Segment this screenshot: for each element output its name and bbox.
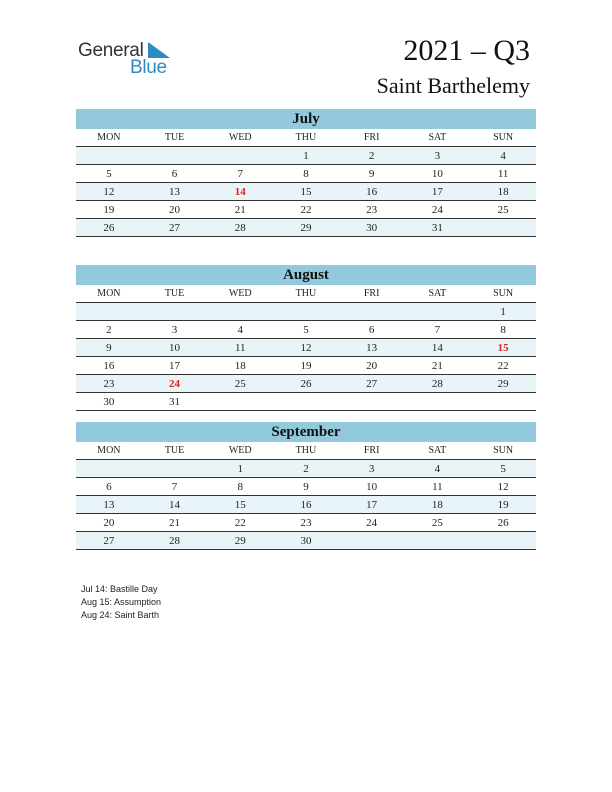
- day-cell: [207, 393, 273, 411]
- day-cell: [339, 393, 405, 411]
- day-cell: 19: [76, 201, 142, 219]
- weekday-label: SAT: [405, 442, 471, 460]
- weekday-header-row: [76, 129, 536, 147]
- day-cell: 24: [339, 514, 405, 532]
- day-cell: 12: [470, 478, 536, 496]
- weekday-header-row: [76, 442, 536, 460]
- day-cell: 14: [142, 496, 208, 514]
- day-cell: 8: [470, 321, 536, 339]
- day-cell: 12: [273, 339, 339, 357]
- holiday-note: Aug 24: Saint Barth: [81, 610, 160, 620]
- day-cell: 28: [207, 219, 273, 237]
- day-cell: 1: [273, 147, 339, 165]
- day-cell: 13: [142, 183, 208, 201]
- week-row: [76, 514, 536, 532]
- day-cell: 2: [273, 460, 339, 478]
- weekday-label: THU: [273, 129, 339, 147]
- weekday-label: FRI: [339, 129, 405, 147]
- day-cell: 18: [405, 496, 471, 514]
- day-cell: 27: [76, 532, 142, 550]
- day-cell: 13: [339, 339, 405, 357]
- day-cell: 25: [405, 514, 471, 532]
- holiday-note: Aug 15: Assumption: [81, 597, 162, 607]
- weekday-header-row: [76, 285, 536, 303]
- month-title: August: [76, 265, 536, 285]
- month-calendar-grid: [76, 129, 536, 237]
- weekday-label: WED: [207, 442, 273, 460]
- day-cell: 20: [142, 201, 208, 219]
- weekday-label: SUN: [470, 285, 536, 303]
- day-cell: 14: [405, 339, 471, 357]
- weekday-label: WED: [207, 285, 273, 303]
- day-cell: 26: [470, 514, 536, 532]
- day-cell: 9: [273, 478, 339, 496]
- week-row: [76, 393, 536, 411]
- day-cell: 24: [142, 375, 208, 393]
- day-cell: 30: [339, 219, 405, 237]
- day-cell: 5: [76, 165, 142, 183]
- weekday-label: MON: [76, 129, 142, 147]
- day-cell: 7: [142, 478, 208, 496]
- day-cell: [339, 303, 405, 321]
- day-cell: 23: [339, 201, 405, 219]
- day-cell: 20: [339, 357, 405, 375]
- weekday-label: TUE: [142, 285, 208, 303]
- month-title: September: [76, 422, 536, 442]
- day-cell: 21: [207, 201, 273, 219]
- day-cell: 22: [470, 357, 536, 375]
- day-cell: 15: [207, 496, 273, 514]
- day-cell: 25: [207, 375, 273, 393]
- holiday-note: Jul 14: Bastille Day: [81, 584, 158, 594]
- weekday-label: TUE: [142, 442, 208, 460]
- week-row: [76, 321, 536, 339]
- day-cell: 21: [405, 357, 471, 375]
- week-row: [76, 532, 536, 550]
- week-row: [76, 478, 536, 496]
- weekday-label: FRI: [339, 442, 405, 460]
- day-cell: [142, 303, 208, 321]
- day-cell: 10: [142, 339, 208, 357]
- day-cell: 3: [405, 147, 471, 165]
- month-july: [76, 109, 536, 237]
- day-cell: 4: [207, 321, 273, 339]
- day-cell: 29: [470, 375, 536, 393]
- day-cell: [273, 303, 339, 321]
- day-cell: 15: [273, 183, 339, 201]
- day-cell: [470, 532, 536, 550]
- week-row: [76, 460, 536, 478]
- day-cell: 17: [405, 183, 471, 201]
- day-cell: 28: [142, 532, 208, 550]
- day-cell: 2: [76, 321, 142, 339]
- weekday-label: WED: [207, 129, 273, 147]
- week-row: [76, 165, 536, 183]
- day-cell: 31: [142, 393, 208, 411]
- month-september: [76, 422, 536, 550]
- day-cell: 10: [339, 478, 405, 496]
- page-subtitle: Saint Barthelemy: [376, 73, 530, 98]
- day-cell: 18: [470, 183, 536, 201]
- day-cell: 5: [273, 321, 339, 339]
- day-cell: 27: [339, 375, 405, 393]
- logo-word-general: General: [78, 40, 144, 61]
- day-cell: [273, 393, 339, 411]
- day-cell: 25: [470, 201, 536, 219]
- day-cell: 3: [339, 460, 405, 478]
- day-cell: 16: [273, 496, 339, 514]
- day-cell: 21: [142, 514, 208, 532]
- day-cell: [470, 393, 536, 411]
- weekday-label: SUN: [470, 442, 536, 460]
- day-cell: 16: [76, 357, 142, 375]
- weekday-label: THU: [273, 442, 339, 460]
- day-cell: 8: [207, 478, 273, 496]
- day-cell: 26: [76, 219, 142, 237]
- day-cell: [76, 147, 142, 165]
- month-august: [76, 265, 536, 411]
- day-cell: [142, 147, 208, 165]
- day-cell: 27: [142, 219, 208, 237]
- day-cell: [76, 303, 142, 321]
- day-cell: 11: [207, 339, 273, 357]
- day-cell: 6: [76, 478, 142, 496]
- logo-word-blue: Blue: [130, 57, 167, 78]
- day-cell: 28: [405, 375, 471, 393]
- day-cell: 10: [405, 165, 471, 183]
- day-cell: 7: [207, 165, 273, 183]
- week-row: [76, 496, 536, 514]
- weekday-label: SUN: [470, 129, 536, 147]
- day-cell: 4: [470, 147, 536, 165]
- day-cell: 6: [339, 321, 405, 339]
- day-cell: [76, 460, 142, 478]
- day-cell: 26: [273, 375, 339, 393]
- week-row: [76, 375, 536, 393]
- week-row: [76, 147, 536, 165]
- day-cell: 31: [405, 219, 471, 237]
- day-cell: 6: [142, 165, 208, 183]
- day-cell: [405, 393, 471, 411]
- day-cell: 7: [405, 321, 471, 339]
- day-cell: 16: [339, 183, 405, 201]
- day-cell: 22: [207, 514, 273, 532]
- month-title: July: [76, 109, 536, 129]
- day-cell: 11: [470, 165, 536, 183]
- generalblue-logo: [78, 40, 178, 80]
- week-row: [76, 303, 536, 321]
- day-cell: 13: [76, 496, 142, 514]
- day-cell: 23: [76, 375, 142, 393]
- day-cell: 5: [470, 460, 536, 478]
- month-calendar-grid: [76, 442, 536, 550]
- logo-triangle-icon: [148, 42, 170, 58]
- weekday-label: MON: [76, 285, 142, 303]
- day-cell: [207, 303, 273, 321]
- day-cell: [339, 532, 405, 550]
- day-cell: 14: [207, 183, 273, 201]
- day-cell: 19: [273, 357, 339, 375]
- day-cell: 22: [273, 201, 339, 219]
- day-cell: 30: [76, 393, 142, 411]
- day-cell: 2: [339, 147, 405, 165]
- day-cell: 3: [142, 321, 208, 339]
- day-cell: 11: [405, 478, 471, 496]
- day-cell: [142, 460, 208, 478]
- day-cell: 29: [207, 532, 273, 550]
- day-cell: 4: [405, 460, 471, 478]
- day-cell: 1: [470, 303, 536, 321]
- day-cell: 17: [142, 357, 208, 375]
- day-cell: 9: [339, 165, 405, 183]
- holiday-notes: [81, 583, 161, 622]
- day-cell: 30: [273, 532, 339, 550]
- week-row: [76, 339, 536, 357]
- week-row: [76, 219, 536, 237]
- month-calendar-grid: [76, 285, 536, 411]
- day-cell: 29: [273, 219, 339, 237]
- day-cell: 18: [207, 357, 273, 375]
- page-title: 2021 – Q3: [403, 34, 530, 67]
- weekday-label: FRI: [339, 285, 405, 303]
- weekday-label: MON: [76, 442, 142, 460]
- week-row: [76, 183, 536, 201]
- day-cell: 12: [76, 183, 142, 201]
- day-cell: 9: [76, 339, 142, 357]
- day-cell: [207, 147, 273, 165]
- day-cell: 15: [470, 339, 536, 357]
- day-cell: 23: [273, 514, 339, 532]
- day-cell: [405, 532, 471, 550]
- day-cell: 1: [207, 460, 273, 478]
- weekday-label: SAT: [405, 129, 471, 147]
- weekday-label: THU: [273, 285, 339, 303]
- week-row: [76, 357, 536, 375]
- weekday-label: SAT: [405, 285, 471, 303]
- week-row: [76, 201, 536, 219]
- day-cell: [405, 303, 471, 321]
- day-cell: 24: [405, 201, 471, 219]
- day-cell: 20: [76, 514, 142, 532]
- day-cell: 19: [470, 496, 536, 514]
- day-cell: [470, 219, 536, 237]
- day-cell: 17: [339, 496, 405, 514]
- day-cell: 8: [273, 165, 339, 183]
- weekday-label: TUE: [142, 129, 208, 147]
